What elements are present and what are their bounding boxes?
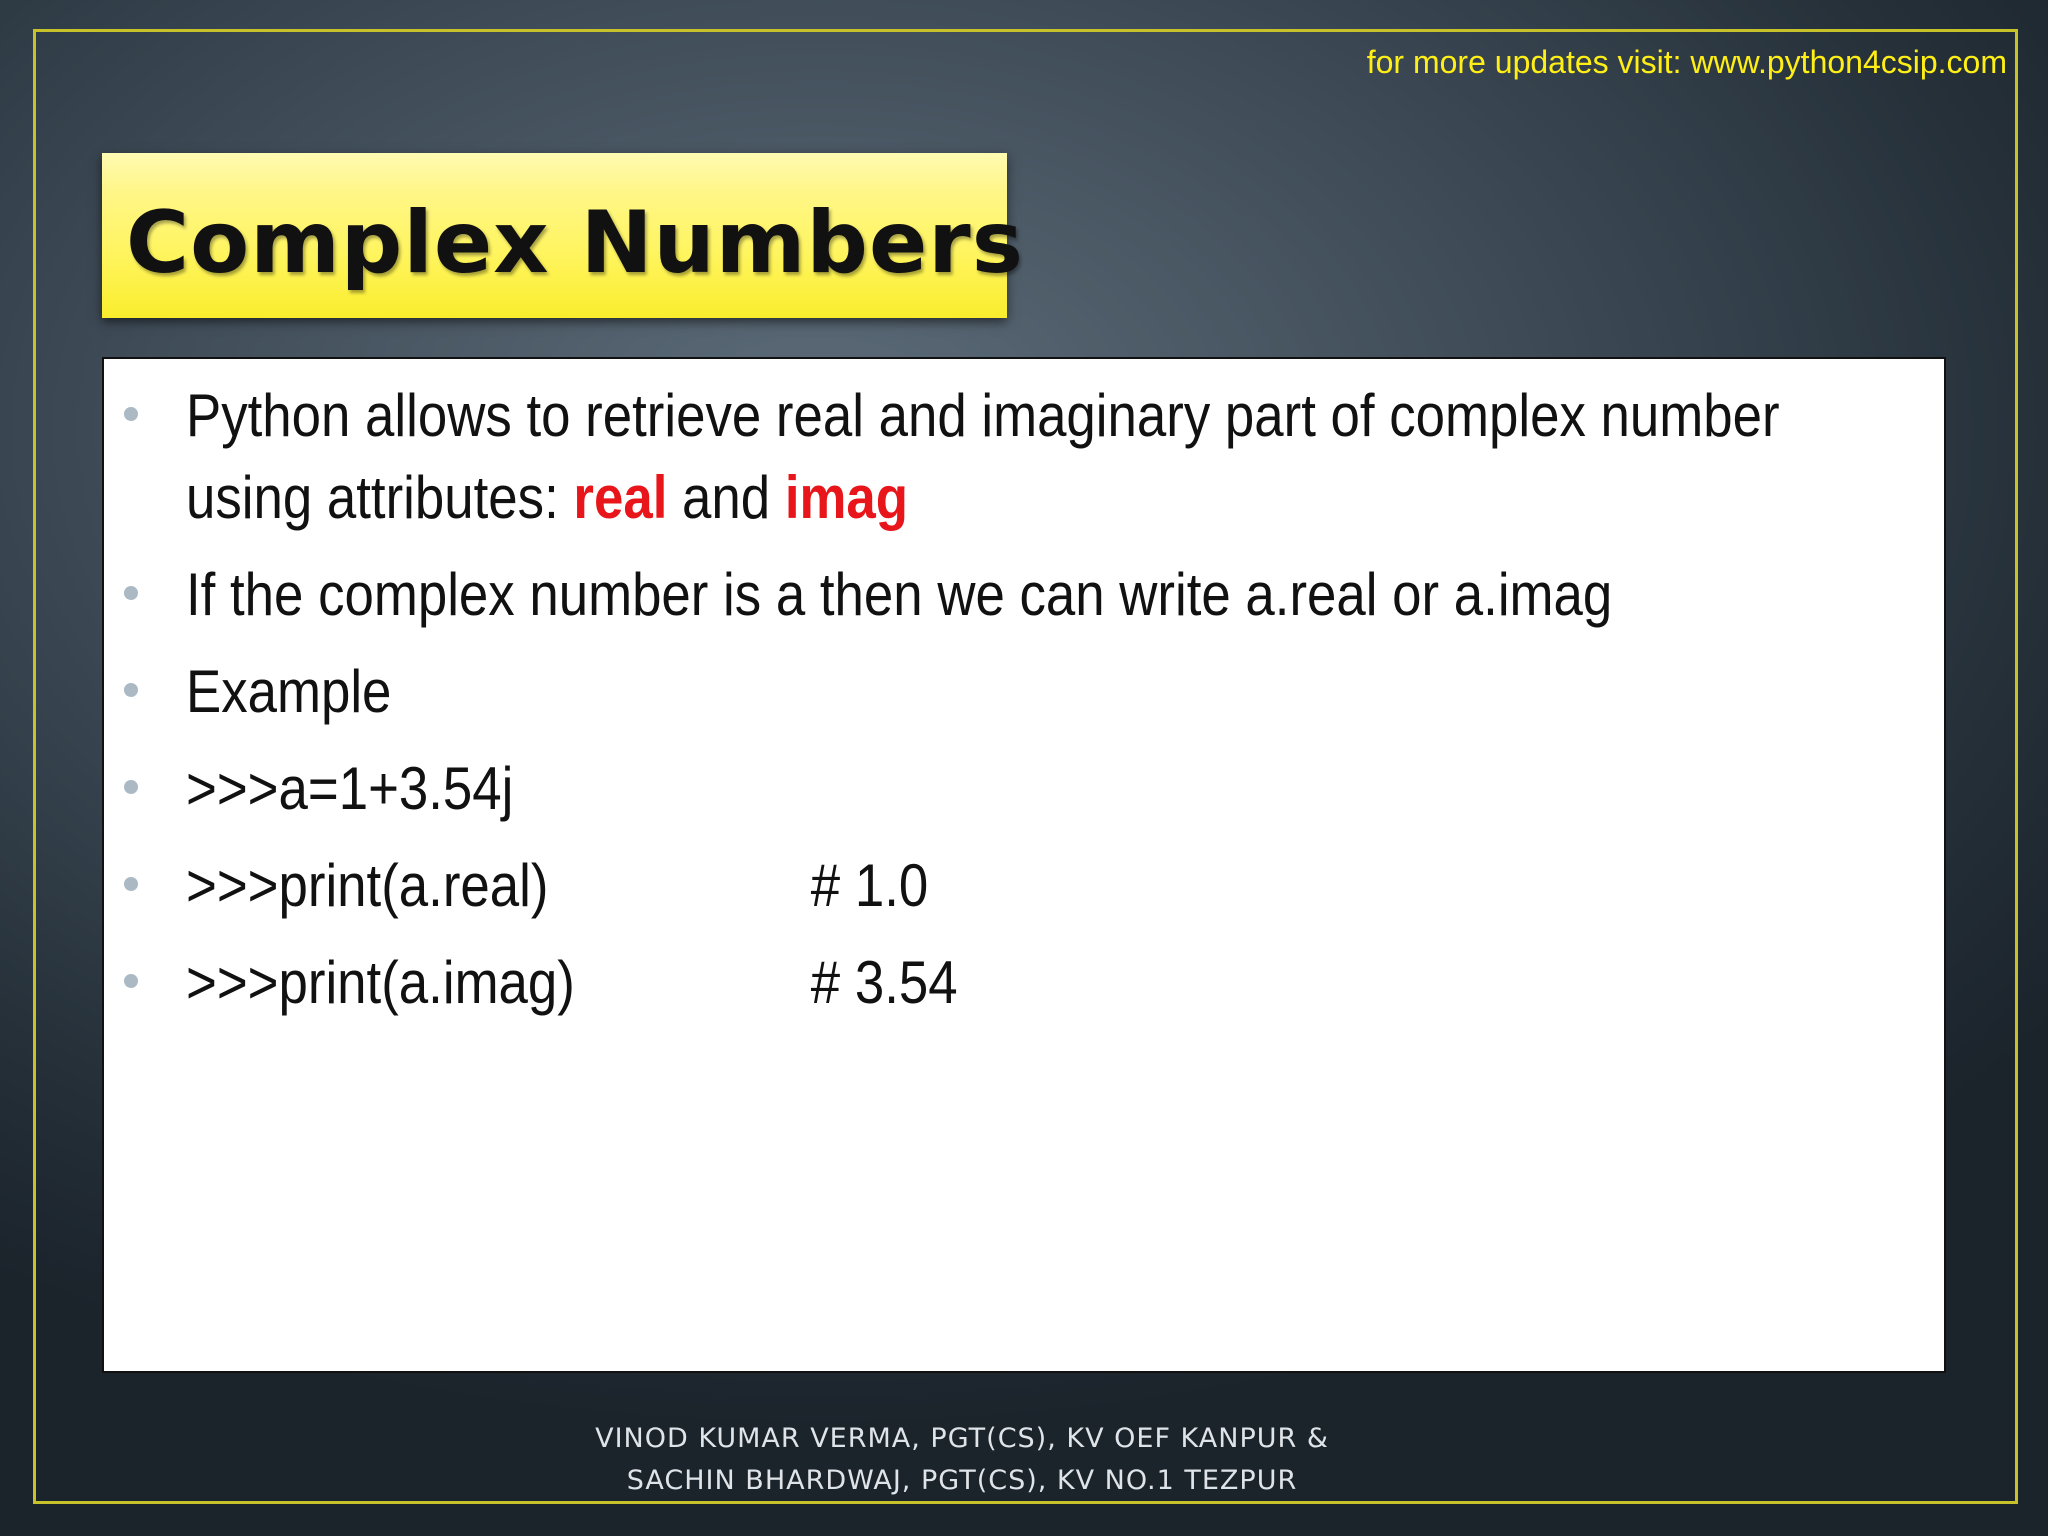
content-panel <box>102 357 1946 1373</box>
footer-line-2: SACHIN BHARDWAJ, PGT(CS), KV NO.1 TEZPUR <box>626 1465 1298 1496</box>
bullet-item <box>104 554 1944 636</box>
bullet-dot-icon <box>124 877 138 891</box>
code-line <box>186 942 1698 1024</box>
author-footer <box>0 1418 1986 1502</box>
bullet1-line1: Python allows to retrieve real and imaginary part of complex number <box>186 382 1780 449</box>
bullet5-code: >>>print(a.real) <box>186 852 549 919</box>
bullet-dot-icon <box>124 974 138 988</box>
bullet2-text: If the complex number is a then we can write a.real or a.imag <box>186 561 1613 628</box>
bullet-item <box>104 942 1944 1024</box>
bullet-dot-icon <box>124 407 138 421</box>
bullet1-line2-prefix: using attributes: <box>186 464 574 531</box>
bullet-item <box>104 375 1944 539</box>
title-banner <box>102 153 1024 318</box>
bullet-item <box>104 748 1944 830</box>
bullet1-connector: and <box>667 464 785 531</box>
footer-line-1: VINOD KUMAR VERMA, PGT(CS), KV OEF KANPUR & <box>595 1423 1329 1454</box>
bullet6-code: >>>print(a.imag) <box>186 949 575 1016</box>
bullet6-comment: # 3.54 <box>810 949 958 1016</box>
bullet-dot-icon <box>124 586 138 600</box>
bullet-item <box>104 651 1944 733</box>
slide-title: Complex Numbers <box>126 193 1024 293</box>
code-line <box>186 845 1698 927</box>
bullet3-text: Example <box>186 658 392 725</box>
update-link-text: for more updates visit: www.python4csip.com <box>1366 44 2007 80</box>
bullet-dot-icon <box>124 683 138 697</box>
bullet-dot-icon <box>124 780 138 794</box>
bullet4-code: >>>a=1+3.54j <box>186 755 514 822</box>
keyword-imag: imag <box>784 464 909 531</box>
bullet-text <box>186 375 1780 539</box>
bullet-list <box>104 375 1944 1039</box>
bullet5-comment: # 1.0 <box>810 852 929 919</box>
keyword-real: real <box>573 464 668 531</box>
bullet-item <box>104 845 1944 927</box>
